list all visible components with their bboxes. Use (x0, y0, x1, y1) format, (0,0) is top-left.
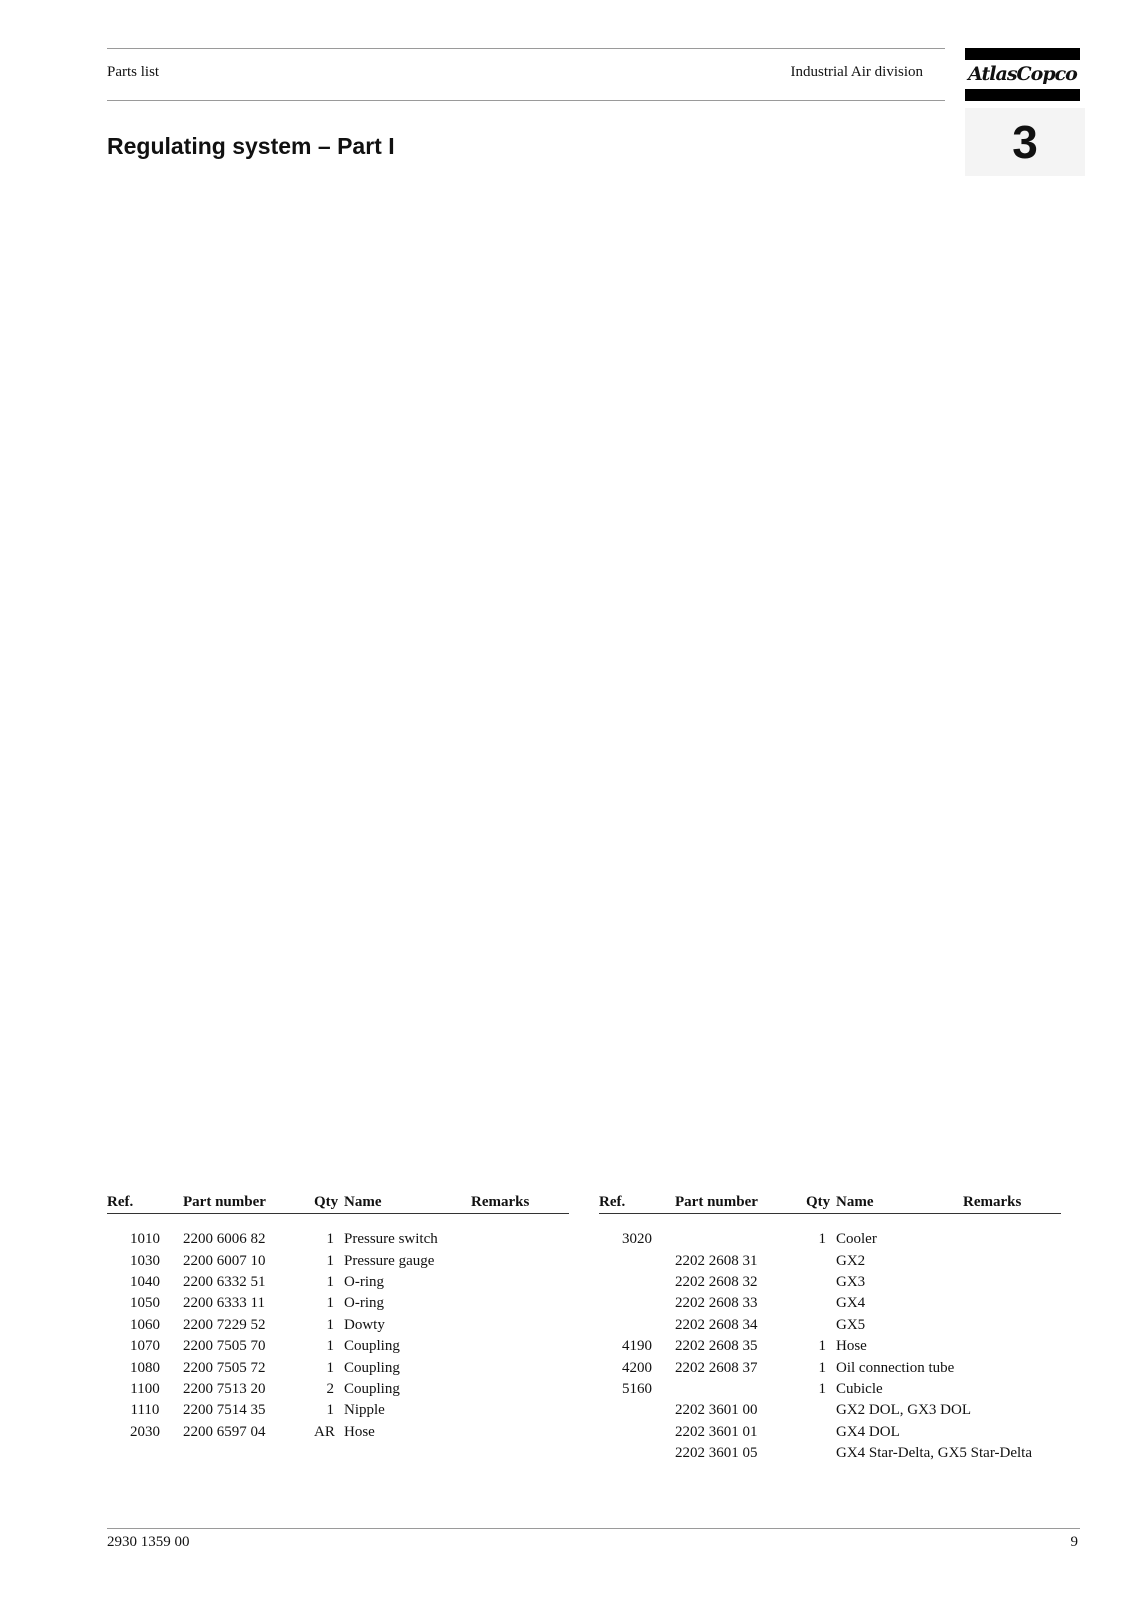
cell-ref: 1100 (130, 1380, 160, 1397)
cell-remarks (471, 1272, 569, 1293)
cell-name: Coupling (344, 1380, 400, 1397)
cell-ref: 1030 (130, 1252, 160, 1269)
cell-qty: 1 (818, 1380, 826, 1397)
column-header-remarks: Remarks (963, 1193, 1061, 1214)
table-row (599, 1400, 1061, 1421)
cell-name: Pressure gauge (344, 1252, 435, 1269)
cell-name: GX2 DOL, GX3 DOL (836, 1402, 971, 1419)
table-header-row (107, 1193, 569, 1214)
table-row (107, 1250, 569, 1271)
cell-part-number: 2202 2608 34 (675, 1316, 758, 1333)
cell-name: GX3 (836, 1273, 866, 1290)
table-row (107, 1400, 569, 1421)
cell-remarks (471, 1400, 569, 1421)
column-header-part-number: Part number (183, 1193, 314, 1214)
parts-table-left (107, 1193, 569, 1443)
cell-part-number: 2200 6006 82 (183, 1231, 266, 1248)
cell-part-number: 2202 3601 01 (675, 1423, 758, 1440)
cell-part-number: 2200 7229 52 (183, 1316, 266, 1333)
logo-text: AtlasCopco (968, 63, 1077, 85)
table-row (599, 1272, 1061, 1293)
footer-doc-number: 2930 1359 00 (107, 1534, 190, 1550)
cell-remarks (471, 1379, 569, 1400)
column-header-name: Name (836, 1193, 963, 1214)
cell-part-number: 2202 3601 05 (675, 1445, 758, 1462)
cell-qty: 1 (326, 1295, 334, 1312)
table-row (599, 1357, 1061, 1378)
table-row (599, 1443, 1061, 1464)
cell-qty: 1 (326, 1252, 334, 1269)
cell-name: Hose (836, 1338, 867, 1355)
logo-bottom-bar (965, 89, 1080, 101)
table-row (107, 1229, 569, 1250)
cell-qty: 2 (326, 1380, 334, 1397)
cell-ref: 1040 (130, 1273, 160, 1290)
cell-name: Pressure switch (344, 1231, 438, 1248)
cell-ref: 1070 (130, 1338, 160, 1355)
cell-ref: 1060 (130, 1316, 160, 1333)
cell-remarks (963, 1400, 1061, 1421)
parts-table-right (599, 1193, 1061, 1464)
cell-remarks (963, 1293, 1061, 1314)
cell-qty (806, 1400, 836, 1421)
cell-remarks (471, 1422, 569, 1443)
cell-name: GX4 Star-Delta, GX5 Star-Delta (836, 1445, 1033, 1462)
cell-part-number (675, 1379, 806, 1400)
cell-name: Cubicle (836, 1380, 883, 1397)
cell-part-number: 2200 6333 11 (183, 1295, 265, 1312)
cell-qty: AR (314, 1423, 335, 1440)
footer-page-number: 9 (1070, 1534, 1078, 1550)
cell-name: O-ring (344, 1295, 384, 1312)
cell-remarks (963, 1250, 1061, 1271)
column-header-name: Name (344, 1193, 471, 1214)
cell-part-number: 2202 2608 35 (675, 1338, 758, 1355)
cell-qty: 1 (326, 1231, 334, 1248)
cell-name: Cooler (836, 1231, 877, 1248)
cell-name: Coupling (344, 1359, 400, 1376)
parts-table-right-body (599, 1214, 1061, 1465)
cell-part-number: 2202 3601 00 (675, 1402, 758, 1419)
column-header-ref: Ref. (599, 1193, 675, 1214)
atlas-copco-logo (965, 48, 1080, 101)
cell-ref (599, 1443, 675, 1464)
table-row (599, 1379, 1061, 1400)
table-row (107, 1336, 569, 1357)
cell-remarks (963, 1336, 1061, 1357)
section-number: 3 (1012, 116, 1038, 168)
cell-remarks (963, 1422, 1061, 1443)
cell-name: Oil connection tube (836, 1359, 955, 1376)
logo-top-bar (965, 48, 1080, 60)
cell-name: GX4 DOL (836, 1423, 900, 1440)
cell-part-number: 2202 2608 32 (675, 1273, 758, 1290)
cell-ref (599, 1315, 675, 1336)
header-division: Industrial Air division (790, 64, 923, 80)
table-row (107, 1272, 569, 1293)
header-top-rule (107, 48, 945, 49)
cell-ref: 1050 (130, 1295, 160, 1312)
table-row (599, 1315, 1061, 1336)
table-row (107, 1379, 569, 1400)
cell-part-number: 2200 6332 51 (183, 1273, 266, 1290)
cell-ref (599, 1272, 675, 1293)
cell-part-number: 2200 7505 70 (183, 1338, 266, 1355)
cell-qty: 1 (326, 1359, 334, 1376)
cell-qty: 1 (326, 1273, 334, 1290)
cell-ref: 2030 (130, 1423, 160, 1440)
table-row (107, 1357, 569, 1378)
cell-ref: 5160 (622, 1380, 652, 1397)
cell-qty (806, 1315, 836, 1336)
column-header-ref: Ref. (107, 1193, 183, 1214)
cell-part-number: 2200 6597 04 (183, 1423, 266, 1440)
cell-qty (806, 1443, 836, 1464)
column-header-remarks: Remarks (471, 1193, 569, 1214)
cell-remarks (471, 1293, 569, 1314)
cell-ref: 4200 (622, 1359, 652, 1376)
cell-remarks (471, 1315, 569, 1336)
column-header-qty: Qty (806, 1193, 836, 1214)
cell-qty: 1 (818, 1231, 826, 1248)
cell-ref: 1080 (130, 1359, 160, 1376)
cell-remarks (963, 1379, 1061, 1400)
table-row (107, 1293, 569, 1314)
cell-qty (806, 1293, 836, 1314)
cell-remarks (471, 1357, 569, 1378)
table-row (599, 1250, 1061, 1271)
cell-ref: 1110 (130, 1402, 160, 1419)
page-title: Regulating system – Part I (107, 133, 395, 159)
cell-ref: 3020 (622, 1231, 652, 1248)
cell-qty: 1 (818, 1359, 826, 1376)
cell-name: Nipple (344, 1402, 385, 1419)
cell-qty: 1 (326, 1338, 334, 1355)
cell-ref (599, 1400, 675, 1421)
cell-remarks (963, 1357, 1061, 1378)
header-doc-type: Parts list (107, 64, 160, 80)
cell-name: O-ring (344, 1273, 384, 1290)
cell-part-number: 2200 7505 72 (183, 1359, 266, 1376)
table-row (599, 1293, 1061, 1314)
header-bottom-rule (107, 100, 945, 101)
table-header-row (599, 1193, 1061, 1214)
cell-name: GX4 (836, 1295, 866, 1312)
table-row (599, 1229, 1061, 1250)
cell-part-number: 2200 6007 10 (183, 1252, 266, 1269)
table-row (599, 1336, 1061, 1357)
cell-remarks (963, 1272, 1061, 1293)
cell-ref (599, 1422, 675, 1443)
cell-name: Coupling (344, 1338, 400, 1355)
cell-part-number: 2202 2608 33 (675, 1295, 758, 1312)
cell-part-number: 2202 2608 37 (675, 1359, 758, 1376)
cell-name: GX2 (836, 1252, 866, 1269)
cell-name: GX5 (836, 1316, 866, 1333)
cell-remarks (471, 1250, 569, 1271)
cell-name: Hose (344, 1423, 375, 1440)
footer-rule (107, 1528, 1080, 1529)
cell-remarks (963, 1229, 1061, 1250)
cell-ref (599, 1250, 675, 1271)
parts-table-left-body (107, 1214, 569, 1443)
cell-ref: 4190 (622, 1338, 652, 1355)
cell-part-number (675, 1229, 806, 1250)
cell-qty (806, 1422, 836, 1443)
cell-remarks (471, 1336, 569, 1357)
table-row (599, 1422, 1061, 1443)
cell-qty (806, 1250, 836, 1271)
cell-ref: 1010 (130, 1231, 160, 1248)
cell-qty: 1 (326, 1316, 334, 1333)
column-header-qty: Qty (314, 1193, 344, 1214)
cell-part-number: 2200 7514 35 (183, 1402, 266, 1419)
cell-qty (806, 1272, 836, 1293)
cell-qty: 1 (818, 1338, 826, 1355)
table-row (107, 1315, 569, 1336)
cell-remarks (963, 1315, 1061, 1336)
column-header-part-number: Part number (675, 1193, 806, 1214)
section-number-box (965, 108, 1085, 176)
cell-qty: 1 (326, 1402, 334, 1419)
table-row (107, 1422, 569, 1443)
cell-part-number: 2200 7513 20 (183, 1380, 266, 1397)
cell-part-number: 2202 2608 31 (675, 1252, 758, 1269)
cell-name: Dowty (344, 1316, 385, 1333)
cell-remarks (471, 1229, 569, 1250)
cell-ref (599, 1293, 675, 1314)
